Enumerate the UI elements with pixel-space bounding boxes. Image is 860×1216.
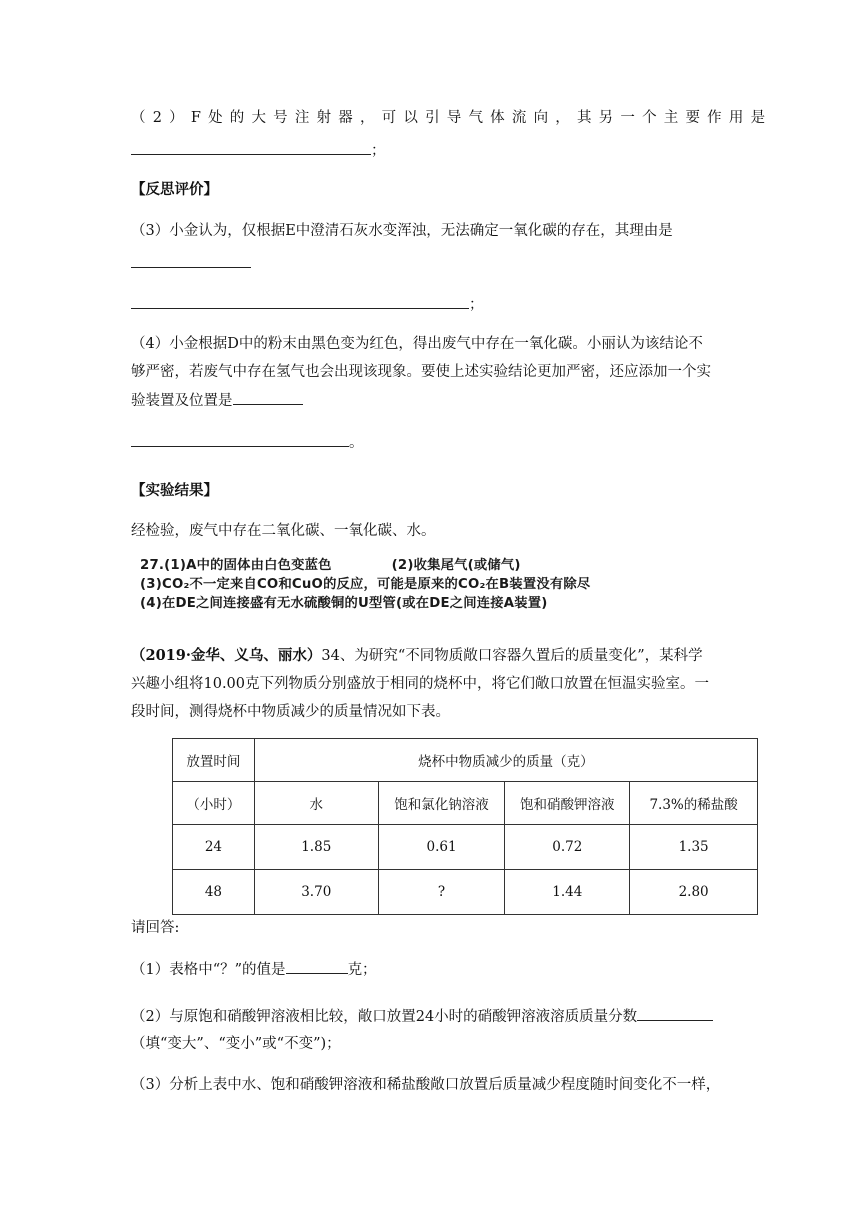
table-subheader-row	[173, 782, 758, 825]
sub-question-2-text: （2）与原饱和硝酸钾溶液相比较，敞口放置24小时的硝酸钾溶液溶质质量分数	[131, 1009, 638, 1025]
question-4-answer-line	[131, 432, 364, 453]
header-time-top: 放置时间	[173, 739, 255, 782]
question-3-answer-line-2	[131, 294, 484, 315]
table-header-row	[173, 739, 758, 782]
question-34-line-1	[131, 646, 703, 666]
cell-time: 48	[173, 870, 255, 915]
header-group: 烧杯中物质减少的质量（克）	[254, 739, 757, 782]
sub-question-3: （3）分析上表中水、饱和硝酸钾溶液和稀盐酸敞口放置后质量减少程度随时间变化不一样，	[131, 1077, 721, 1093]
answer-blank[interactable]	[131, 140, 371, 155]
question-3-answer-line-1	[131, 253, 251, 274]
cell-value: 0.61	[378, 825, 505, 870]
answer-4: (4)在DE之间连接盛有无水硫酸铜的U型管(或在DE之间连接A装置)	[140, 596, 548, 611]
sub-question-1	[131, 959, 377, 980]
answer-2: (2)收集尾气(或储气)	[391, 558, 521, 573]
header-substance: 饱和硝酸钾溶液	[505, 782, 630, 825]
mass-loss-table	[172, 738, 758, 915]
answer-key-row-1	[140, 556, 610, 575]
cell-value: 3.70	[254, 870, 378, 915]
sub-question-2-line-2: （填“变大”、“变小”或“不变”)；	[131, 1036, 341, 1052]
cell-value: 1.44	[505, 870, 630, 915]
answer-1: 27.(1)A中的固体由白色变蓝色	[140, 558, 332, 573]
header-substance: 水	[254, 782, 378, 825]
table-row	[173, 825, 758, 870]
question-34-line-2: 兴趣小组将10.00克下列物质分别盛放于相同的烧杯中，将它们敞口放置在恒温实验室。一	[131, 676, 710, 692]
sub-question-1-text: （1）表格中“？”的值是	[131, 962, 286, 978]
question-source: （2019·金华、义乌、丽水）	[131, 647, 322, 664]
header-substance: 7.3%的稀盐酸	[630, 782, 758, 825]
question-4-line-2: 够严密，若废气中存在氢气也会出现该现象。要使上述实验结论更加严密，还应添加一个实	[131, 364, 711, 380]
question-4-line-1: （4）小金根据D中的粉末由黑色变为红色，得出废气中存在一氧化碳。小丽认为该结论不	[131, 336, 703, 352]
answer-blank[interactable]	[637, 1006, 713, 1021]
table-row	[173, 870, 758, 915]
question-34-intro: 34、为研究“不同物质敞口容器久置后的质量变化”，某科学	[321, 648, 703, 664]
answer-key-image	[140, 556, 610, 626]
punctuation: ；	[469, 297, 484, 313]
answer-blank[interactable]	[233, 390, 303, 405]
sub-question-2-line-1	[131, 1006, 713, 1027]
cell-value: ?	[378, 870, 505, 915]
header-time-bottom: （小时）	[173, 782, 255, 825]
section-heading-reflection: 【反思评价】	[131, 181, 218, 198]
result-text: 经检验，废气中存在二氧化碳、一氧化碳、水。	[131, 523, 436, 539]
answer-3: (3)CO₂不一定来自CO和CuO的反应，可能是原来的CO₂在B装置没有除尽	[140, 577, 591, 592]
cell-time: 24	[173, 825, 255, 870]
question-3-text: （3）小金认为，仅根据E中澄清石灰水变浑浊，无法确定一氧化碳的存在，其理由是	[131, 223, 673, 239]
question-2-answer-line	[131, 140, 386, 161]
answer-blank[interactable]	[131, 294, 469, 309]
answer-blank[interactable]	[131, 432, 349, 447]
cell-value: 0.72	[505, 825, 630, 870]
answer-blank[interactable]	[131, 253, 251, 268]
cell-value: 1.85	[254, 825, 378, 870]
question-4-line-3	[131, 390, 303, 411]
header-substance: 饱和氯化钠溶液	[378, 782, 505, 825]
question-34-line-3: 段时间，测得烧杯中物质减少的质量情况如下表。	[131, 704, 450, 720]
question-2-text: （2）F处的大号注射器，可以引导气体流向，其另一个主要作用是	[131, 110, 773, 126]
answer-blank[interactable]	[286, 959, 348, 974]
cell-value: 1.35	[630, 825, 758, 870]
section-heading-result: 【实验结果】	[131, 482, 218, 499]
cell-value: 2.80	[630, 870, 758, 915]
sub-question-1-unit: 克；	[347, 962, 377, 978]
please-answer: 请回答:	[131, 920, 180, 936]
question-4-line-3-text: 验装置及位置是	[131, 393, 233, 409]
punctuation: ；	[371, 143, 386, 159]
punctuation: 。	[349, 435, 364, 451]
